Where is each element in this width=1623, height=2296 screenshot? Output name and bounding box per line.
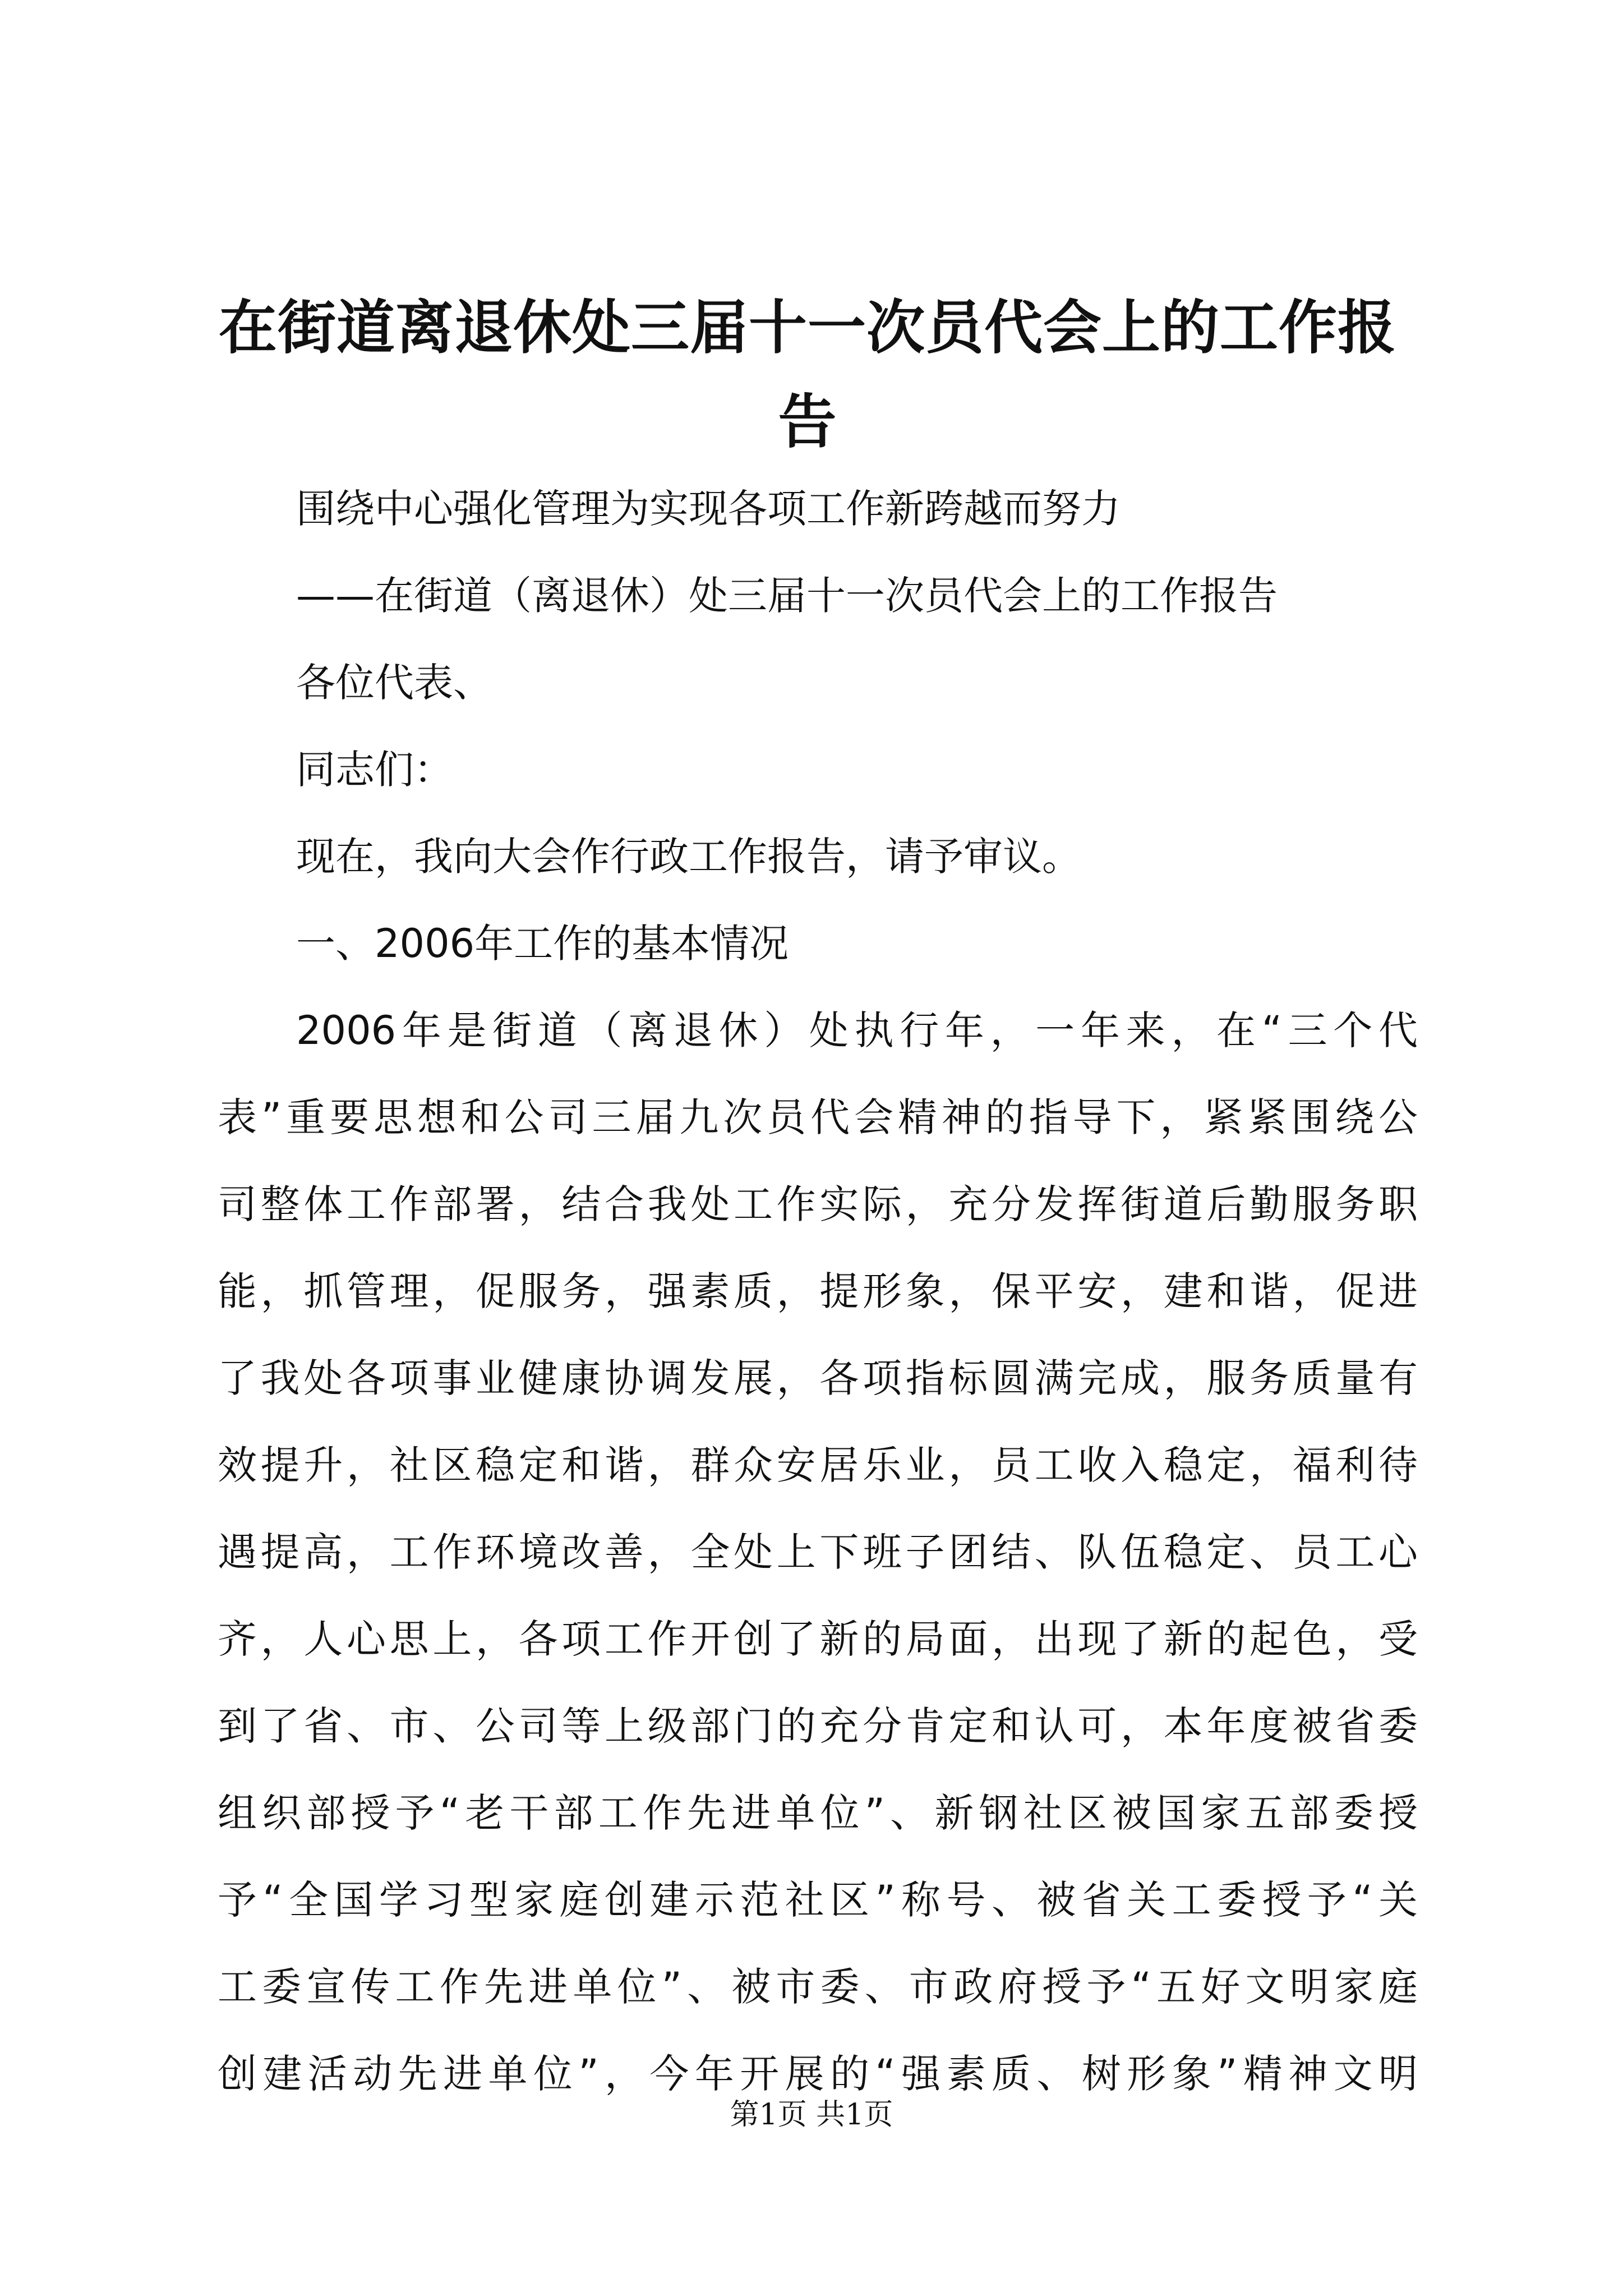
body-line: 齐，人心思上，各项工作开创了新的局面，出现了新的起色，受: [218, 1616, 1418, 1662]
salutation-representatives: 各位代表、: [296, 660, 492, 706]
body-line: 能，抓管理，促服务，强素质，提形象，保平安，建和谐，促进: [218, 1268, 1418, 1314]
section-heading: 一、2006年工作的基本情况: [296, 921, 789, 967]
salutation-comrades: 同志们：: [296, 747, 453, 793]
document-title: 在街道离退休处三届十一次员代会上的工作报告: [218, 293, 1396, 456]
body-line: 遇提高，工作环境改善，全处上下班子团结、队伍稳定、员工心: [218, 1529, 1418, 1575]
page-footer: 第1页 共1页: [730, 2098, 893, 2132]
body-line: 司整体工作部署，结合我处工作实际，充分发挥街道后勤服务职: [218, 1181, 1418, 1227]
body-line: 2006年是街道（离退休）处执行年，一年来，在“三个代: [296, 1007, 1418, 1053]
document-body: [218, 466, 1418, 2118]
body-line: 到了省、市、公司等上级部门的充分肯定和认可，本年度被省委: [218, 1703, 1418, 1749]
body-line: 了我处各项事业健康协调发展，各项指标圆满完成，服务质量有: [218, 1355, 1418, 1401]
body-line: 工委宣传工作先进单位”、被市委、市政府授予“五好文明家庭: [218, 1964, 1418, 2010]
body-line: 效提升，社区稳定和谐，群众安居乐业，员工收入稳定，福利待: [218, 1442, 1418, 1488]
subtitle-paragraph: 围绕中心强化管理为实现各项工作新跨越而努力: [296, 486, 1121, 532]
body-line: 创建活动先进单位”，今年开展的“强素质、树形象”精神文明: [218, 2051, 1418, 2097]
body-line: 表”重要思想和公司三届九次员代会精神的指导下，紧紧围绕公: [218, 1094, 1418, 1140]
subtitle-dash-paragraph: ——在街道（离退休）处三届十一次员代会上的工作报告: [296, 573, 1278, 619]
body-line: 予“全国学习型家庭创建示范社区”称号、被省关工委授予“关: [218, 1877, 1418, 1923]
body-line: 组织部授予“老干部工作先进单位”、新钢社区被国家五部委授: [218, 1790, 1418, 1836]
intro-paragraph: 现在，我向大会作行政工作报告，请予审议。: [296, 834, 1081, 880]
body-paragraph: [218, 987, 1418, 2118]
